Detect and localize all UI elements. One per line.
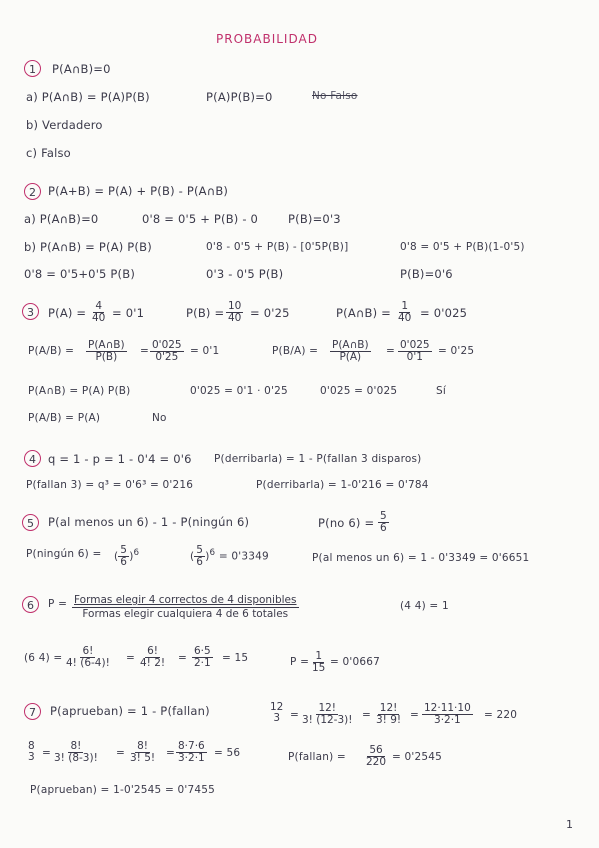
ex6-frac2: $\frac{6!}{4! 2!}$: [140, 645, 166, 669]
ex6-comb-4-4: (4 4) = 1: [400, 600, 449, 612]
ex3-pab-fraction: $\frac{1}{40}$: [398, 300, 412, 324]
ex7-frac6: $\frac{8\cdot 7\cdot 6}{3\cdot 2\cdot 1}$: [178, 740, 205, 764]
ex6-eq2: =: [178, 652, 187, 664]
ex7-frac5: $\frac{8!}{3! 5!}$: [130, 740, 156, 764]
ex3-cond-ab-frac2: $\frac{0'025}{0'25}$: [152, 339, 182, 363]
ex7-frac1: $\frac{12!}{3! (12-3)!}$: [302, 702, 353, 726]
ex7-frac3: $\frac{12\cdot 11\cdot 10}{3\cdot 2\cdot 1}$: [424, 702, 471, 726]
ex3-indep-check: 0'025 = 0'025: [320, 385, 398, 397]
ex7-eq4: =: [42, 747, 51, 759]
ex3-cond-eq: P(A/B) = P(A): [28, 412, 101, 424]
ex3-pa-fraction: $\frac{4}{40}$: [92, 300, 106, 324]
ex2-part-b: b) P(A∩B) = P(A) P(B): [24, 240, 152, 254]
ex1-part-a-product: P(A)P(B)=0: [206, 90, 273, 104]
ex5-ninguno-power: ( $\frac{5}{6}$ )$^6$: [114, 544, 140, 568]
ex3-pab-label: P(A∩B) =: [336, 306, 391, 320]
ex2-line-c2: 0'3 - 0'5 P(B): [206, 267, 284, 281]
ex3-pa-result: = 0'1: [112, 306, 145, 320]
ex2-line-c1: 0'8 = 0'5+0'5 P(B): [24, 267, 136, 281]
ex3-cond-ab-label: P(A/B) =: [28, 345, 75, 357]
ex3-pb-result: = 0'25: [250, 306, 290, 320]
ex4-result: P(derribarla) = 1-0'216 = 0'784: [256, 479, 429, 491]
ex3-indep-eq: P(A∩B) = P(A) P(B): [28, 385, 131, 397]
ex7-eq3: =: [410, 709, 419, 721]
ex1-part-b: b) Verdadero: [26, 118, 103, 132]
ex2-part-b-eq: 0'8 - 0'5 + P(B) - [0'5P(B)]: [206, 241, 349, 253]
exercise-2-number: 2: [24, 183, 41, 200]
ex7-frac4: $\frac{8!}{3! (8-3)!}$: [54, 740, 98, 764]
ex3-indep-sub: 0'025 = 0'1 · 0'25: [190, 385, 288, 397]
exercise-5-number: 5: [22, 514, 39, 531]
ex1-statement: P(A∩B)=0: [52, 62, 111, 76]
ex6-p-fraction: Formas elegir 4 correctos de 4 disponibles Formas elegir cualquiera 4 de 6 totales: [74, 594, 297, 620]
page-title: PROBABILIDAD: [216, 32, 318, 46]
ex7-result-56: = 56: [214, 747, 241, 759]
ex6-result-15: = 15: [222, 652, 249, 664]
ex7-eq1: =: [290, 709, 299, 721]
ex5-power-value: ( $\frac{5}{6}$ )$^6$ = 0'3349: [190, 544, 269, 568]
ex4-derribar: P(derribarla) = 1 - P(fallan 3 disparos): [214, 453, 422, 465]
ex3-cond-ba-label: P(B/A) =: [272, 345, 319, 357]
ex4-q: q = 1 - p = 1 - 0'4 = 0'6: [48, 452, 192, 466]
ex3-cond-ab-result: = 0'1: [190, 345, 220, 357]
ex7-result-220: = 220: [484, 709, 518, 721]
ex7-eq6: =: [166, 747, 175, 759]
ex5-result: P(al menos un 6) = 1 - 0'3349 = 0'6651: [312, 552, 530, 564]
exercise-7-number: 7: [24, 703, 41, 720]
ex3-cond-ba-frac1: $\frac{P(A\cap B)}{P(A)}$: [332, 339, 369, 363]
exercise-1-number: 1: [24, 60, 41, 77]
exercise-3-number: 3: [22, 303, 39, 320]
ex3-cond-ba-frac2: $\frac{0'025}{0'1}$: [400, 339, 430, 363]
ex7-comb-8-3: 8 3: [28, 740, 35, 763]
ex6-frac3: $\frac{6\cdot 5}{2\cdot 1}$: [194, 645, 211, 669]
ex7-frac2: $\frac{12!}{3! 9!}$: [376, 702, 402, 726]
ex7-pf-result: = 0'2545: [392, 751, 443, 763]
ex3-cond-ab-frac1: $\frac{P(A\cap B)}{P(B)}$: [88, 339, 125, 363]
ex7-comb-12-3: 12 3: [270, 701, 284, 724]
ex3-pa-label: P(A) =: [48, 306, 87, 320]
ex5-ninguno-label: P(ningún 6) =: [26, 548, 102, 560]
ex3-cond-ba-eq: =: [386, 345, 395, 357]
ex3-indep-answer: Sí: [436, 385, 446, 397]
exercise-4-number: 4: [24, 450, 41, 467]
page-number: 1: [566, 818, 573, 831]
ex7-eq2: =: [362, 709, 371, 721]
ex6-p-frac: $\frac{1}{15}$: [312, 650, 326, 674]
ex3-pb-label: P(B) =: [186, 306, 225, 320]
ex3-pb-fraction: $\frac{10}{40}$: [228, 300, 242, 324]
ex1-part-c: c) Falso: [26, 146, 71, 160]
ex6-p-label: P =: [48, 598, 68, 610]
ex2-part-b-eq2: 0'8 = 0'5 + P(B)(1-0'5): [400, 241, 525, 253]
ex7-statement: P(aprueban) = 1 - P(fallan): [50, 704, 210, 718]
ex6-p-label2: P =: [290, 656, 310, 668]
ex2-part-a: a) P(A∩B)=0: [24, 212, 99, 226]
ex5-statement: P(al menos un 6) - 1 - P(ningún 6): [48, 515, 250, 529]
ex5-pno6-fraction: $\frac{5}{6}$: [380, 510, 387, 534]
ex6-eq1: =: [126, 652, 135, 664]
ex1-part-a-answer: No Falso: [312, 90, 358, 102]
ex3-cond-ba-result: = 0'25: [438, 345, 475, 357]
ex7-final: P(aprueban) = 1-0'2545 = 0'7455: [30, 784, 216, 796]
ex2-line-c3: P(B)=0'6: [400, 267, 453, 281]
ex6-p-result: = 0'0667: [330, 656, 381, 668]
ex6-comb-6-4: (6 4) =: [24, 652, 63, 664]
ex3-cond-ab-eq: =: [140, 345, 149, 357]
ex2-part-a-eq: 0'8 = 0'5 + P(B) - 0: [142, 212, 259, 226]
exercise-6-number: 6: [22, 596, 39, 613]
ex3-pab-result: = 0'025: [420, 306, 468, 320]
ex4-fallan: P(fallan 3) = q³ = 0'6³ = 0'216: [26, 479, 194, 491]
ex2-part-a-result: P(B)=0'3: [288, 212, 341, 226]
ex2-statement: P(A+B) = P(A) + P(B) - P(A∩B): [48, 184, 229, 198]
ex3-cond-answer: No: [152, 412, 167, 424]
ex7-pf-label: P(fallan) =: [288, 751, 346, 763]
ex7-eq5: =: [116, 747, 125, 759]
ex1-part-a: a) P(A∩B) = P(A)P(B): [26, 90, 150, 104]
ex6-frac1: $\frac{6!}{4! (6-4)!}$: [66, 645, 110, 669]
ex5-pno6-label: P(no 6) =: [318, 516, 375, 530]
ex7-pf-frac: $\frac{56}{220}$: [366, 744, 387, 768]
